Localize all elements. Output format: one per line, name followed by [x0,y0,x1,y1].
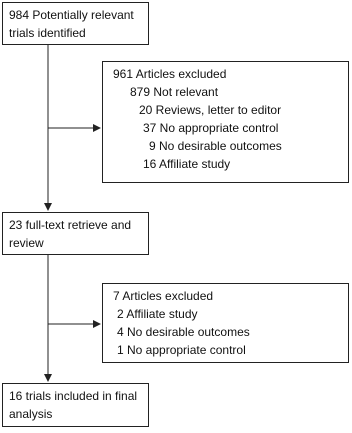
included-line-1: 16 trials included in final [9,389,138,403]
box-trials-included [2,383,149,427]
excluded-1-item: 9 No desirable outcomes [149,139,282,153]
excluded-1-item: 37 No appropriate control [143,121,279,135]
excluded-1-item: 16 Affiliate study [143,157,231,171]
box-articles-excluded-2 [102,283,349,363]
box-trials-identified [2,2,149,45]
excluded-2-item: 1 No appropriate control [117,343,246,357]
fulltext-line-2: review [9,236,44,250]
excluded-2-title: 7 Articles excluded [113,289,214,303]
box-articles-excluded-1 [102,61,349,183]
identified-line-1: 984 Potentially relevant [9,8,134,22]
excluded-2-item: 4 No desirable outcomes [117,325,250,339]
excluded-1-item: 879 Not relevant [130,85,219,99]
fulltext-line-1: 23 full-text retrieve and [9,218,132,232]
excluded-2-item: 2 Affiliate study [117,307,198,321]
box-fulltext-review [2,212,149,255]
identified-line-2: trials identified [9,26,86,40]
excluded-1-title: 961 Articles excluded [113,67,227,81]
included-line-2: analysis [9,407,53,421]
excluded-1-item: 20 Reviews, letter to editor [139,103,282,117]
